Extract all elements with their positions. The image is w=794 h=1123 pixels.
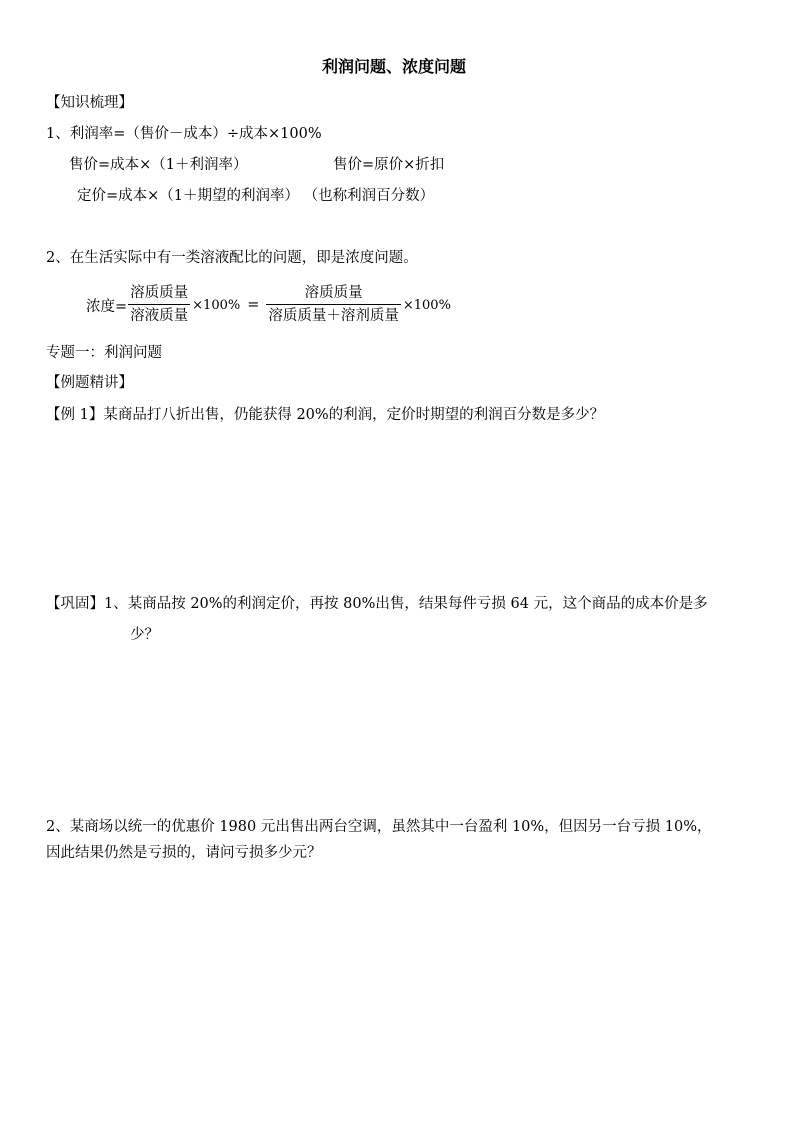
fraction-numerator: 溶质质量: [130, 285, 189, 301]
topic-heading: 专题一：利润问题: [46, 345, 162, 361]
knowledge-header: 【知识梳理】: [46, 95, 133, 111]
consolidate-question-1: 【巩固】1、某商品按 20%的利润定价，再按 80%出售，结果每件亏损 64 元，这个商品的成本价是多: [46, 596, 708, 612]
equals-sign: =: [247, 297, 260, 313]
times-hundred-percent: ×100%: [192, 297, 241, 313]
selling-price-formula: 售价=成本×（1＋利润率）: [69, 157, 248, 173]
list-price-formula: 定价=成本×（1＋期望的利润率） （也称利润百分数）: [77, 188, 435, 204]
fraction-numerator: 溶质质量: [304, 285, 363, 301]
times-hundred-percent: ×100%: [402, 297, 451, 313]
fraction-denominator: 溶液质量: [128, 304, 190, 326]
page-title: 利润问题、浓度问题: [322, 57, 467, 76]
example-1: 【例 1】某商品打八折出售，仍能获得 20%的利润，定价时期望的利润百分数是多少？: [46, 407, 605, 423]
concentration-intro: 2、在生活实际中有一类溶液配比的问题，即是浓度问题。: [46, 250, 418, 266]
fraction-solute-over-solution: [128, 284, 190, 326]
examples-header: 【例题精讲】: [46, 375, 133, 391]
discount-price-formula: 售价=原价×折扣: [333, 157, 445, 173]
formula-label: 浓度=: [86, 298, 128, 315]
question-2: 2、某商场以统一的优惠价 1980 元出售出两台空调，虽然其中一台盈利 10%，但因另一台亏损 10%，: [46, 819, 712, 835]
fraction-solute-over-solute-plus-solvent: [266, 284, 401, 326]
question-2-cont: 因此结果仍然是亏损的，请问亏损多少元？: [46, 845, 322, 861]
fraction-denominator: 溶质质量＋溶剂质量: [266, 304, 401, 326]
profit-rate-formula: 1、利润率=（售价－成本）÷成本×100%: [46, 126, 322, 142]
consolidate-question-1-cont: 少？: [130, 627, 159, 643]
concentration-formula: [86, 280, 452, 330]
